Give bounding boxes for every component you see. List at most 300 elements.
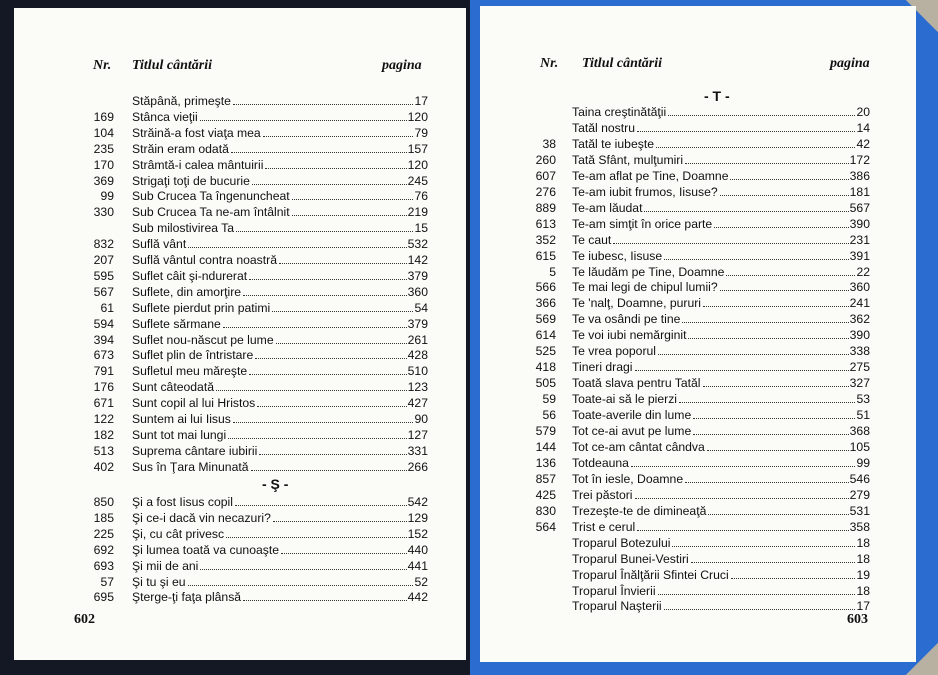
song-number: 394 bbox=[93, 332, 114, 347]
song-entry bbox=[572, 200, 870, 216]
song-title: Şi a fost Iisus copil bbox=[132, 495, 233, 509]
song-page: 20 bbox=[856, 105, 870, 119]
song-entry bbox=[132, 379, 428, 395]
dot-leader bbox=[236, 220, 413, 232]
song-page: 441 bbox=[407, 558, 428, 573]
song-entry bbox=[132, 220, 428, 236]
song-title: Te 'nalţ, Doamne, pururi bbox=[572, 296, 702, 311]
song-title: Te caut bbox=[572, 232, 612, 247]
song-title: Suprema cântare iubirii bbox=[132, 443, 258, 458]
dot-leader bbox=[265, 157, 406, 169]
song-page: 90 bbox=[414, 412, 428, 426]
song-page: 52 bbox=[414, 574, 428, 589]
song-title: Trezeşte-te de dimineaţă bbox=[572, 503, 707, 518]
song-number: 857 bbox=[535, 471, 556, 486]
song-number: 276 bbox=[535, 184, 556, 199]
song-page: 53 bbox=[856, 392, 870, 407]
song-entry bbox=[572, 359, 870, 375]
song-entry bbox=[572, 311, 870, 327]
song-page: 379 bbox=[407, 268, 428, 283]
song-title: Sunt câteodată bbox=[132, 380, 214, 395]
song-title: Şi mii de ani bbox=[132, 558, 199, 573]
song-title: Tată Sfânt, mulţumiri bbox=[572, 152, 684, 167]
song-page: 266 bbox=[407, 459, 428, 474]
song-number: 525 bbox=[535, 344, 556, 359]
song-number: 569 bbox=[535, 312, 556, 327]
song-entry bbox=[572, 295, 870, 311]
dot-leader bbox=[243, 284, 407, 296]
song-number: 418 bbox=[535, 360, 556, 375]
song-title: Troparul Bunei-Vestiri bbox=[572, 551, 689, 566]
song-number: 889 bbox=[535, 200, 556, 215]
song-title: Te-am aflat pe Tine, Doamne bbox=[572, 168, 729, 183]
song-number: 566 bbox=[535, 280, 556, 295]
song-title: Suflet câit şi-ndurerat bbox=[132, 268, 248, 283]
song-entry bbox=[132, 526, 428, 542]
song-number: 330 bbox=[93, 205, 114, 220]
song-number: 791 bbox=[93, 364, 114, 379]
song-number: 169 bbox=[93, 109, 114, 124]
song-number: 182 bbox=[93, 427, 114, 442]
song-number: 567 bbox=[93, 284, 114, 299]
section-label-t: - T - bbox=[704, 88, 730, 104]
song-page: 362 bbox=[849, 312, 870, 327]
song-number: 369 bbox=[93, 173, 114, 188]
dot-leader bbox=[231, 141, 407, 153]
song-title: Trist e cerul bbox=[572, 519, 636, 534]
song-page: 17 bbox=[856, 599, 870, 614]
song-number: 352 bbox=[535, 232, 556, 247]
dot-leader bbox=[279, 252, 407, 264]
song-title: Te mai legi de chipul lumii? bbox=[572, 280, 718, 295]
dot-leader bbox=[720, 184, 849, 196]
song-title: Sub Crucea Ta îngenuncheat bbox=[132, 189, 290, 204]
dot-leader bbox=[656, 136, 855, 148]
section-label-s: - Ş - bbox=[262, 476, 289, 492]
song-number: 564 bbox=[535, 519, 556, 534]
song-title: Te voi iubi nemărginit bbox=[572, 328, 687, 343]
song-number: 170 bbox=[93, 157, 114, 172]
song-title: Sunt tot mai lungi bbox=[132, 427, 227, 442]
song-title: Şi ce-i dacă vin necazuri? bbox=[132, 510, 271, 525]
song-entry bbox=[572, 423, 870, 439]
song-entry bbox=[572, 439, 870, 455]
song-entry bbox=[572, 136, 870, 152]
dot-leader bbox=[682, 311, 848, 323]
song-number: 136 bbox=[535, 455, 556, 470]
song-title: Tot ce-ai avut pe lume bbox=[572, 424, 692, 438]
song-title: Te iubesc, Iisuse bbox=[572, 248, 663, 263]
song-entry bbox=[132, 157, 428, 173]
song-page: 18 bbox=[856, 583, 870, 598]
song-entry bbox=[132, 558, 428, 574]
song-title: Stânca vieţii bbox=[132, 109, 198, 124]
dot-leader bbox=[292, 204, 407, 216]
dot-leader bbox=[276, 332, 407, 344]
song-entry bbox=[132, 173, 428, 189]
header-nr: Nr. bbox=[93, 58, 112, 73]
song-title: Troparul Naşterii bbox=[572, 599, 662, 614]
song-title: Tatăl te iubeşte bbox=[572, 136, 654, 151]
song-entry bbox=[132, 125, 428, 141]
dot-leader bbox=[720, 279, 849, 291]
song-entry bbox=[132, 443, 428, 459]
song-entry bbox=[572, 216, 870, 232]
dot-leader bbox=[272, 300, 413, 312]
song-number: 671 bbox=[93, 396, 114, 411]
song-page: 360 bbox=[407, 284, 428, 299]
song-number: 614 bbox=[535, 328, 556, 343]
song-number: 56 bbox=[542, 408, 556, 423]
dot-leader bbox=[188, 574, 414, 586]
song-entry bbox=[132, 494, 428, 510]
header-page: pagina bbox=[830, 56, 870, 71]
song-entry bbox=[572, 551, 870, 567]
dot-leader bbox=[637, 120, 855, 132]
dot-leader bbox=[235, 494, 407, 506]
song-page: 181 bbox=[849, 184, 870, 199]
dot-leader bbox=[693, 423, 848, 435]
song-entry bbox=[132, 427, 428, 443]
song-number: 5 bbox=[549, 264, 556, 279]
dot-leader bbox=[281, 542, 407, 554]
dot-leader bbox=[216, 379, 407, 391]
dot-leader bbox=[188, 236, 406, 248]
song-title: Suflă vânt bbox=[132, 237, 187, 252]
song-title: Suflet nou-născut pe lume bbox=[132, 332, 274, 347]
song-entry bbox=[572, 567, 870, 583]
dot-leader bbox=[292, 188, 414, 200]
song-title: Tineri dragi bbox=[572, 360, 633, 375]
song-title: Străină-a fost viaţa mea bbox=[132, 125, 261, 140]
song-page: 442 bbox=[407, 590, 428, 605]
song-entry bbox=[132, 510, 428, 526]
song-page: 542 bbox=[407, 495, 428, 509]
song-page: 546 bbox=[849, 471, 870, 486]
song-entry bbox=[132, 459, 428, 475]
song-page: 261 bbox=[407, 332, 428, 347]
song-number: 850 bbox=[93, 495, 114, 509]
song-number: 185 bbox=[93, 510, 114, 525]
song-title: Sub Crucea Ta ne-am întâlnit bbox=[132, 205, 290, 220]
song-number: 615 bbox=[535, 248, 556, 263]
dot-leader bbox=[714, 216, 848, 228]
song-page: 338 bbox=[849, 344, 870, 359]
song-title: Suflete, din amorţire bbox=[132, 284, 242, 299]
song-page: 368 bbox=[849, 424, 870, 438]
dot-leader bbox=[637, 519, 848, 531]
song-page: 275 bbox=[849, 360, 870, 375]
song-page: 120 bbox=[407, 109, 428, 124]
dot-leader bbox=[249, 363, 406, 375]
song-entry bbox=[572, 503, 870, 519]
song-entry bbox=[572, 279, 870, 295]
song-entry bbox=[572, 598, 870, 614]
song-entry bbox=[132, 589, 428, 605]
song-entry bbox=[572, 264, 870, 280]
song-page: 510 bbox=[407, 364, 428, 379]
dot-leader bbox=[249, 268, 406, 280]
song-page: 22 bbox=[856, 264, 870, 279]
dot-leader bbox=[658, 343, 849, 355]
dot-leader bbox=[668, 104, 855, 116]
song-title: Suflete pierdut prin patimi bbox=[132, 300, 271, 315]
song-page: 386 bbox=[849, 168, 870, 183]
song-page: 231 bbox=[849, 232, 870, 247]
song-title: Te vrea poporul bbox=[572, 344, 657, 359]
dot-leader bbox=[200, 109, 407, 121]
song-page: 390 bbox=[849, 216, 870, 231]
song-page: 142 bbox=[407, 253, 428, 267]
dot-leader bbox=[631, 455, 856, 467]
song-entry bbox=[132, 188, 428, 204]
song-title: Troparul Înălţării Sfintei Cruci bbox=[572, 567, 729, 582]
song-title: Troparul Învierii bbox=[572, 583, 656, 598]
song-page: 360 bbox=[849, 280, 870, 295]
song-page: 105 bbox=[849, 439, 870, 454]
song-number: 607 bbox=[535, 168, 556, 183]
song-entry bbox=[572, 232, 870, 248]
song-number: 402 bbox=[93, 459, 114, 474]
song-title: Şi tu şi eu bbox=[132, 574, 186, 589]
song-page: 99 bbox=[856, 455, 870, 470]
song-title: Toate-averile din lume bbox=[572, 408, 692, 423]
song-page: 427 bbox=[407, 396, 428, 411]
dot-leader bbox=[685, 471, 849, 483]
left-page bbox=[14, 8, 466, 660]
song-number: 235 bbox=[93, 141, 114, 156]
dot-leader bbox=[257, 395, 406, 407]
song-entry bbox=[572, 391, 870, 407]
song-entry bbox=[572, 343, 870, 359]
song-entry bbox=[132, 109, 428, 125]
dot-leader bbox=[672, 535, 855, 547]
song-number: 57 bbox=[100, 574, 114, 589]
dot-leader bbox=[613, 232, 848, 244]
song-page: 152 bbox=[407, 526, 428, 541]
song-number: 832 bbox=[93, 237, 114, 252]
dot-leader bbox=[635, 359, 849, 371]
song-number: 692 bbox=[93, 542, 114, 557]
song-number: 144 bbox=[535, 439, 556, 454]
song-page: 54 bbox=[414, 300, 428, 315]
song-page: 120 bbox=[407, 157, 428, 172]
song-entry bbox=[132, 93, 428, 109]
song-entry bbox=[132, 252, 428, 268]
dot-leader bbox=[693, 407, 855, 419]
song-page: 567 bbox=[849, 200, 870, 215]
song-number: 260 bbox=[535, 152, 556, 167]
song-title: Te va osândi pe tine bbox=[572, 312, 681, 327]
song-page: 327 bbox=[849, 376, 870, 391]
song-page: 76 bbox=[414, 189, 428, 204]
header-nr: Nr. bbox=[540, 56, 559, 71]
song-number: 695 bbox=[93, 590, 114, 605]
page-number: 603 bbox=[847, 612, 868, 627]
song-entry bbox=[132, 284, 428, 300]
song-page: 331 bbox=[407, 443, 428, 458]
song-title: Totdeauna bbox=[572, 455, 629, 470]
song-number: 366 bbox=[535, 296, 556, 311]
dot-leader bbox=[731, 567, 856, 579]
song-number: 59 bbox=[542, 392, 556, 407]
song-title: Sub milostivirea Ta bbox=[132, 221, 235, 236]
dot-leader bbox=[679, 391, 855, 403]
song-entry bbox=[132, 395, 428, 411]
song-title: Tot în iesle, Doamne bbox=[572, 471, 684, 486]
song-page: 42 bbox=[856, 136, 870, 151]
song-page: 245 bbox=[407, 173, 428, 188]
song-page: 428 bbox=[407, 348, 428, 363]
song-page: 157 bbox=[407, 141, 428, 156]
song-number: 225 bbox=[93, 526, 114, 541]
song-number: 613 bbox=[535, 216, 556, 231]
song-title: Tot ce-am cântat cândva bbox=[572, 439, 705, 454]
song-entry bbox=[572, 152, 870, 168]
song-title: Te-am simţit în orice parte bbox=[572, 216, 713, 231]
song-page: 14 bbox=[856, 120, 870, 135]
song-page: 358 bbox=[849, 519, 870, 534]
song-entry bbox=[572, 535, 870, 551]
song-page: 532 bbox=[407, 237, 428, 252]
song-entry bbox=[132, 363, 428, 379]
header-title: Titlul cântării bbox=[132, 58, 212, 73]
song-page: 123 bbox=[407, 380, 428, 395]
song-page: 390 bbox=[849, 328, 870, 343]
dot-leader bbox=[243, 589, 407, 601]
song-number: 693 bbox=[93, 558, 114, 573]
song-title: Toate-ai să le pierzi bbox=[572, 392, 677, 407]
song-title: Şi, cu cât privesc bbox=[132, 526, 225, 541]
dot-leader bbox=[259, 443, 406, 455]
dot-leader bbox=[273, 510, 407, 522]
song-page: 15 bbox=[414, 221, 428, 236]
song-entry bbox=[572, 487, 870, 503]
song-page: 19 bbox=[856, 567, 870, 582]
dot-leader bbox=[685, 152, 849, 164]
song-title: Suflă vântul contra noastră bbox=[132, 253, 277, 267]
dot-leader bbox=[226, 526, 407, 538]
song-title: Tatăl nostru bbox=[572, 120, 636, 135]
dot-leader bbox=[703, 375, 849, 387]
song-title: Troparul Botezului bbox=[572, 535, 671, 550]
dot-leader bbox=[251, 459, 407, 471]
dot-leader bbox=[644, 200, 848, 212]
dot-leader bbox=[233, 411, 414, 423]
dot-leader bbox=[252, 173, 407, 185]
dot-leader bbox=[664, 598, 856, 610]
song-number: 176 bbox=[93, 380, 114, 395]
song-title: Sufletul meu măreşte bbox=[132, 364, 248, 379]
song-page: 379 bbox=[407, 316, 428, 331]
song-entry bbox=[132, 204, 428, 220]
song-title: Suflete sărmane bbox=[132, 316, 221, 331]
header-title: Titlul cântării bbox=[582, 56, 662, 71]
header-page: pagina bbox=[382, 58, 422, 73]
song-title: Stăpână, primeşte bbox=[132, 94, 231, 108]
song-title: Străin eram odată bbox=[132, 141, 229, 156]
right-page bbox=[480, 6, 916, 662]
song-number: 38 bbox=[542, 136, 556, 151]
song-number: 595 bbox=[93, 268, 114, 283]
song-page: 17 bbox=[414, 94, 428, 108]
song-page: 18 bbox=[856, 535, 870, 550]
song-title: Trei păstori bbox=[572, 487, 633, 502]
song-number: 99 bbox=[100, 189, 114, 204]
song-title: Taina creştinătăţii bbox=[572, 105, 667, 119]
dot-leader bbox=[688, 327, 848, 339]
song-page: 219 bbox=[407, 205, 428, 220]
song-number: 505 bbox=[535, 376, 556, 391]
song-number: 207 bbox=[93, 253, 114, 267]
dot-leader bbox=[703, 295, 849, 307]
song-title: Strigaţi toţi de bucurie bbox=[132, 173, 250, 188]
song-title: Sunt copil al lui Hristos bbox=[132, 396, 256, 411]
dot-leader bbox=[223, 316, 407, 328]
song-entry bbox=[132, 542, 428, 558]
song-page: 127 bbox=[407, 427, 428, 442]
song-page: 531 bbox=[849, 503, 870, 518]
song-number: 122 bbox=[93, 412, 114, 426]
song-entry bbox=[572, 375, 870, 391]
dot-leader bbox=[255, 347, 406, 359]
song-page: 79 bbox=[414, 125, 428, 140]
song-entry bbox=[572, 519, 870, 535]
song-page: 129 bbox=[407, 510, 428, 525]
song-title: Toată slava pentru Tatăl bbox=[572, 376, 701, 391]
dot-leader bbox=[726, 264, 855, 276]
dot-leader bbox=[658, 583, 856, 595]
song-number: 513 bbox=[93, 443, 114, 458]
song-number: 830 bbox=[535, 503, 556, 518]
song-title: Te-am iubit frumos, Iisuse? bbox=[572, 184, 718, 199]
song-entry bbox=[132, 332, 428, 348]
dot-leader bbox=[707, 439, 849, 451]
dot-leader bbox=[228, 427, 406, 439]
song-title: Te-am lăudat bbox=[572, 200, 643, 215]
song-entry bbox=[572, 120, 870, 136]
song-title: Suntem ai lui Iisus bbox=[132, 412, 231, 426]
song-title: Şterge-ţi faţa plânsă bbox=[132, 590, 242, 605]
dot-leader bbox=[708, 503, 848, 515]
song-number: 594 bbox=[93, 316, 114, 331]
song-title: Suflet plin de întristare bbox=[132, 348, 254, 363]
song-page: 18 bbox=[856, 551, 870, 566]
song-entry bbox=[132, 300, 428, 316]
song-number: 425 bbox=[535, 487, 556, 502]
song-entry bbox=[572, 455, 870, 471]
song-entry bbox=[572, 104, 870, 120]
song-number: 61 bbox=[100, 300, 114, 315]
song-entry bbox=[572, 471, 870, 487]
song-entry bbox=[572, 184, 870, 200]
song-title: Şi lumea toată va cunoaşte bbox=[132, 542, 280, 557]
dot-leader bbox=[664, 248, 849, 260]
song-title: Sus în Ţara Minunată bbox=[132, 459, 249, 474]
dot-leader bbox=[635, 487, 849, 499]
song-page: 279 bbox=[849, 487, 870, 502]
dot-leader bbox=[730, 168, 848, 180]
song-entry bbox=[572, 407, 870, 423]
song-entry bbox=[132, 141, 428, 157]
song-entry bbox=[132, 268, 428, 284]
song-number: 104 bbox=[93, 125, 114, 140]
song-page: 241 bbox=[849, 296, 870, 311]
song-page: 172 bbox=[849, 152, 870, 167]
song-entry bbox=[132, 411, 428, 427]
song-number: 673 bbox=[93, 348, 114, 363]
song-entry bbox=[572, 168, 870, 184]
